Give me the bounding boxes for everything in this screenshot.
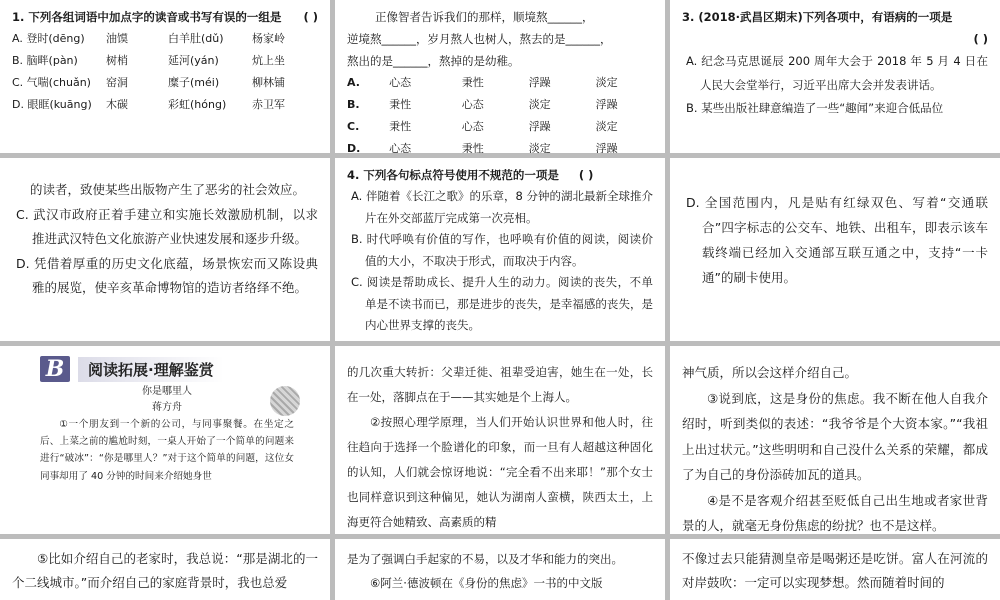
reading-text-3: 是为了强调白手起家的不易，以及才华和能力的突出。 xyxy=(347,552,623,566)
q4-stem xyxy=(347,164,653,186)
q2-option-cell: C. xyxy=(347,120,360,133)
q1-option-cell: A. 登时(dēng) xyxy=(12,32,85,45)
q1-option-cell: 树梢 xyxy=(106,54,128,67)
q1-option-row xyxy=(12,28,318,50)
q2-option-cell: B. xyxy=(347,98,360,111)
q2-option-cell: 浮躁 xyxy=(595,98,618,111)
q2-option-cell: 心态 xyxy=(389,76,412,89)
q4-option-b: B. 时代呼唤有价值的写作，也呼唤有价值的阅读，阅读价值的大小，不取决于形式，而取决于内容。 xyxy=(351,232,653,268)
q2-option-row xyxy=(347,94,653,116)
q1-answer-paren: ( ) xyxy=(303,10,318,24)
q2-option-cell: 秉性 xyxy=(461,76,484,89)
q1-option-cell: B. 脑畔(pàn) xyxy=(12,54,78,67)
q2-option-cell: 淡定 xyxy=(595,76,618,89)
q3-option-c: C. 武汉市政府正着手建立和实施长效激励机制，以求推进武汉特色文化旅游产业快速发展和逐步升级。 xyxy=(16,206,318,246)
q1-option-cell: 杨家岭 xyxy=(252,32,285,45)
reading-continued-panel-3 xyxy=(670,539,1000,600)
q2-options xyxy=(347,72,653,153)
reading-text-2: 神气质，所以会这样介绍自己。 xyxy=(682,365,858,380)
q2-option-cell: 浮躁 xyxy=(595,142,618,153)
q2-line-1: 正像智者告诉我们的那样，顺境熬______， xyxy=(375,10,594,24)
reading-title: 你是哪里人 xyxy=(142,386,192,397)
question-4-continued-panel xyxy=(670,158,1000,341)
q2-option-cell: 心态 xyxy=(461,98,484,111)
q2-option-cell: 心态 xyxy=(389,142,412,153)
stamp-icon xyxy=(270,386,300,416)
question-1-panel xyxy=(0,0,330,153)
reading-paragraph-5-panel xyxy=(0,539,330,600)
reading-paragraph-3: ③说到底，这是身份的焦虑。我不断在他人自我介绍时，听到类似的表述：“我爷爷是个大资本家。”“我祖上出过状元。”这些明明和自己没什么关系的荣耀，都成了为自己的身份添砖加瓦的道具。 xyxy=(682,390,988,482)
q1-option-cell: 延河(yán) xyxy=(168,54,219,67)
q1-option-cell: 炕上坐 xyxy=(252,54,285,67)
q2-option-cell: 浮躁 xyxy=(528,120,551,133)
q2-option-cell: 淡定 xyxy=(595,120,618,133)
q3-answer-paren: ( ) xyxy=(973,32,988,46)
q1-option-cell: 窑洞 xyxy=(106,76,128,89)
q2-option-cell: 浮躁 xyxy=(528,76,551,89)
q1-option-cell: 木碳 xyxy=(106,98,128,111)
q2-line-2: 逆境熬______，岁月熬人也树人，熬去的是______， xyxy=(347,32,612,46)
q4-option-a: A. 伴随着《长江之歌》的乐章，8 分钟的湖北最新全球推介片在外交部蓝厅完成第一次亮相。 xyxy=(351,189,653,225)
q2-option-cell: 秉性 xyxy=(389,98,412,111)
q2-line-3: 熬出的是______，熬掉的是幼稚。 xyxy=(347,54,520,68)
reading-section-panel xyxy=(0,346,330,534)
q1-stem: 1. 下列各组词语中加点字的读音或书写有误的一组是 xyxy=(12,10,282,24)
q4-stem-text: 4. 下列各句标点符号使用不规范的一项是 xyxy=(347,168,559,182)
q1-option-row xyxy=(12,50,318,72)
q1-option-cell: 赤卫军 xyxy=(252,98,285,111)
q3-option-b: B. 某些出版社肆意编造了一些“趣闻”来迎合低品位 xyxy=(686,101,944,115)
q1-option-cell: C. 气喘(chuǎn) xyxy=(12,76,91,89)
reading-continued-panel-2 xyxy=(670,346,1000,534)
q3-stem: 3. (2018·武昌区期末)下列各项中，有语病的一项是 xyxy=(682,10,953,24)
q1-option-row xyxy=(12,72,318,94)
reading-paragraph-6-panel xyxy=(335,539,665,600)
q4-answer-paren: ( ) xyxy=(578,168,594,182)
reading-paragraph-1: ①一个朋友到一个新的公司，与同事聚餐。在坐定之后、上菜之前的尴尬时刻，一桌人开始了一个简单的问题来进行“破冰”：“你是哪里人？”对于这个简单的问题，这位女同事却用了 40 分钟的时间来介绍她身世 xyxy=(40,419,294,482)
reading-author: 蒋方舟 xyxy=(152,402,182,413)
reading-text-4: 不像过去只能猜测皇帝是喝粥还是吃饼。富人在河流的对岸鼓吹：一定可以实现梦想。然而随着时间的 xyxy=(682,551,988,590)
question-2-panel xyxy=(335,0,665,153)
question-4-panel xyxy=(335,158,665,341)
q2-option-row xyxy=(347,72,653,94)
q1-option-cell: D. 眼眶(kuāng) xyxy=(12,98,92,111)
q1-option-cell: 彩虹(hóng) xyxy=(168,98,227,111)
q2-option-cell: 秉性 xyxy=(389,120,412,133)
question-3-panel xyxy=(670,0,1000,153)
q1-option-cell: 柳林铺 xyxy=(252,76,285,89)
reading-paragraph-2: ②按照心理学原理，当人们开始认识世界和他人时，往往趋向于选择一个脸谱化的印象，而一旦有人超越这种固化的认知，人们就会惊讶地说：“完全看不出来耶！”那个女士也同样意识到这种偏见，她认为湖南人蛮横，陕西太土，上海更符合她精致、高素质的精 xyxy=(347,415,653,529)
q1-option-cell: 糜子(méi) xyxy=(168,76,220,89)
q4-option-d: D. 全国范围内，凡是贴有红绿双色、写着“交通联合”四字标志的公交车、地铁、出租车，即表示该车载终端已经加入交通部互联互通之中，支持“一卡通”的刷卡使用。 xyxy=(686,195,988,285)
question-3-continued-panel xyxy=(0,158,330,341)
q2-option-row xyxy=(347,138,653,153)
reading-text-1: 的几次重大转折：父辈迁徙、祖辈受迫害，她生在一处，长在一处，落脚点在于——其实她是个上海人。 xyxy=(347,365,653,404)
q2-option-cell: 淡定 xyxy=(528,98,551,111)
q1-option-cell: 油馍 xyxy=(106,32,128,45)
q2-option-cell: 秉性 xyxy=(461,142,484,153)
section-b-banner xyxy=(40,356,294,382)
reading-paragraph-4: ④是不是客观介绍甚至贬低自己出生地或者家世背景的人，就毫无身份焦虑的纷扰？也不是这样。 xyxy=(682,492,988,533)
q4-option-c: C. 阅读是帮助成长、提升人生的动力。阅读的丧失，不单单是不读书而已，那是进步的丧失，是幸福感的丧失，是内心世界支撑的丧失。 xyxy=(351,275,653,332)
q1-options xyxy=(12,28,318,116)
q2-option-cell: D. xyxy=(347,142,361,153)
q1-option-row xyxy=(12,94,318,116)
q3-option-b-continued: 的读者，致使某些出版物产生了恶劣的社会效应。 xyxy=(30,182,306,197)
q3-option-a: A. 纪念马克思诞辰 200 周年大会于 2018 年 5 月 4 日在人民大会堂举行，习近平出席大会并发表讲话。 xyxy=(686,54,988,92)
q2-option-cell: 心态 xyxy=(461,120,484,133)
q2-option-cell: 淡定 xyxy=(528,142,551,153)
section-title: 阅读拓展·理解鉴赏 xyxy=(78,357,224,382)
section-letter: B xyxy=(40,356,70,382)
q2-option-row xyxy=(347,116,653,138)
q2-option-cell: A. xyxy=(347,76,360,89)
reading-paragraph-5: ⑤比如介绍自己的老家时，我总说：“那是湖北的一个二线城市。”而介绍自己的家庭背景时，我也总爱 xyxy=(12,551,318,590)
reading-continued-panel xyxy=(335,346,665,534)
reading-paragraph-6: ⑥阿兰·德波顿在《身份的焦虑》一书的中文版 xyxy=(370,576,603,590)
q3-option-d: D. 凭借着厚重的历史文化底蕴，场景恢宏而又陈设典雅的展览，使辛亥革命博物馆的造访者络绎不绝。 xyxy=(16,255,318,295)
q1-option-cell: 白羊肚(dǔ) xyxy=(168,32,224,45)
